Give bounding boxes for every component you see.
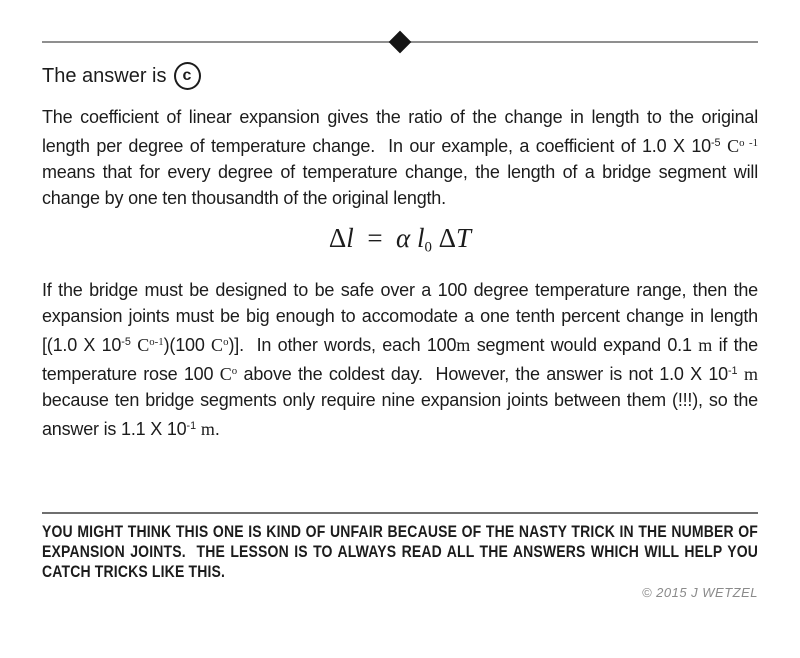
diamond-ornament-icon — [389, 31, 412, 54]
text-segment: C — [727, 135, 740, 156]
explanation-paragraph-2 — [42, 277, 758, 442]
text-segment: If the bridge must be designed to be safe over a 100 degree temperature range, then the expansion joints must be big enough to accomodate a one tenth percent change in length [(1.0 X 10 — [42, 280, 758, 356]
text-segment: α — [396, 222, 417, 253]
top-divider — [42, 41, 758, 43]
answer-prefix: The answer is — [42, 65, 167, 87]
text-segment: = — [353, 222, 397, 253]
text-segment: o -1 — [739, 137, 758, 149]
linear-expansion-equation — [42, 220, 758, 265]
text-segment: o-1 — [149, 336, 164, 349]
text-segment: . — [214, 419, 220, 440]
text-segment: T — [456, 222, 472, 253]
answer-letter: c — [182, 67, 192, 84]
answer-statement — [42, 61, 758, 91]
text-segment: l — [416, 222, 425, 253]
text-segment: )(100 — [163, 335, 212, 356]
text-segment: m — [698, 335, 713, 356]
text-segment: m — [743, 364, 758, 385]
text-segment: segment would expand 0.1 — [470, 335, 699, 356]
text-segment: o — [223, 336, 229, 349]
text-segment: -5 — [710, 137, 721, 149]
text-segment: C — [219, 364, 232, 385]
text-segment: Δ — [328, 222, 347, 253]
text-segment: m — [456, 335, 471, 356]
text-segment: 0 — [424, 239, 432, 256]
text-segment: )]. In other words, each 100 — [228, 335, 457, 356]
text-segment: o — [231, 365, 238, 378]
text-segment: m — [200, 419, 215, 440]
text-segment: C — [211, 335, 224, 356]
text-segment: -1 — [186, 420, 197, 433]
text-segment: because ten bridge segments only require nine expansion joints between them (!!!), so the answer is 1.1 X 10 — [42, 390, 758, 440]
text-segment: The coefficient of linear expansion gives the ratio of the change in length to the original length per degree of temperature change. In our example, a coefficient of 1.0 X 10 — [42, 107, 758, 156]
text-segment: if the temperature rose 100 — [42, 335, 758, 385]
bottom-divider — [42, 512, 758, 514]
footnote-text: YOU MIGHT THINK THIS ONE IS KIND OF UNFAIR BECAUSE OF THE NASTY TRICK IN THE NUMBER OF EXPANSION JOINTS. THE LESSON IS TO ALWAYS READ ALL THE ANSWERS WHICH WILL HELP YOU CATCH TRICKS LIKE THIS. — [42, 522, 759, 582]
explanation-paragraph-1 — [42, 104, 758, 211]
text-segment: Δ — [431, 222, 457, 253]
answer-explanation-page — [0, 41, 800, 658]
answer-choice-circle — [174, 62, 201, 90]
text-segment: C — [137, 335, 150, 356]
text-segment: means that for every degree of temperature change, the length of a bridge segment will change by one ten thousandth of the original length. — [42, 161, 758, 208]
text-segment: -5 — [121, 336, 131, 349]
text-segment: -1 — [727, 365, 738, 378]
text-segment: l — [346, 222, 354, 253]
text-segment: above the coldest day. However, the answer is not 1.0 X 10 — [237, 364, 728, 385]
copyright-notice: © 2015 J WETZEL — [641, 585, 758, 601]
